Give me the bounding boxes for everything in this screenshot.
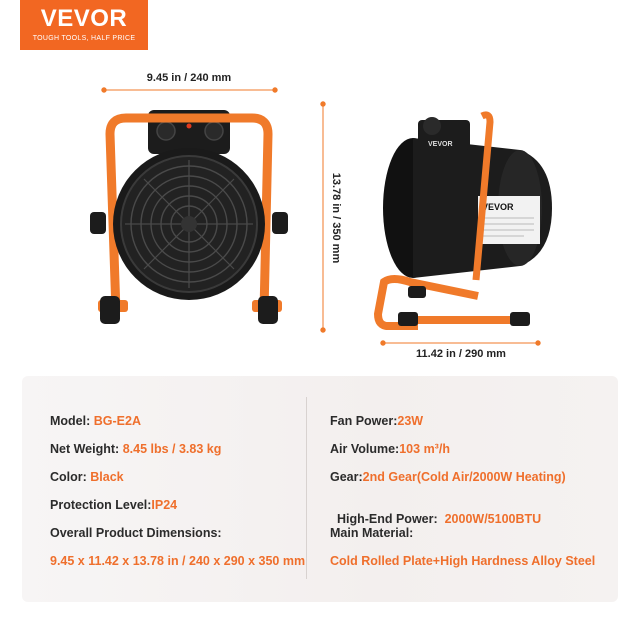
spec-overall-dimensions-value: 9.45 x 11.42 x 13.78 in / 240 x 290 x 350 mm <box>50 554 306 568</box>
spec-main-material-value: Cold Rolled Plate+High Hardness Alloy Steel <box>330 554 596 568</box>
spec-air-volume: Air Volume:103 m³/h <box>330 442 450 456</box>
spec-net-weight: Net Weight: 8.45 lbs / 3.83 kg <box>50 442 222 456</box>
spec-protection-level: Protection Level:IP24 <box>50 498 178 512</box>
depth-dimension-label: 11.42 in / 290 mm <box>416 348 506 360</box>
logo-brand: VEVOR <box>40 5 128 32</box>
spec-fan-power: Fan Power:23W <box>330 414 424 428</box>
spec-model: Model: BG-E2A <box>50 414 141 428</box>
spec-high-end-power: High-End Power: 2000W/5100BTU <box>336 512 542 526</box>
spec-main-material: Main Material: <box>330 526 414 540</box>
spec-overall-dimensions: Overall Product Dimensions: <box>50 526 222 540</box>
side-body-label: VEVOR <box>428 141 453 148</box>
spec-color: Color: Black <box>50 470 124 484</box>
specifications-divider <box>306 397 307 579</box>
specifications-panel <box>22 376 618 602</box>
product-body-label: VEVOR <box>482 202 514 212</box>
spec-gear: Gear:2nd Gear(Cold Air/2000W Heating) <box>330 470 566 484</box>
height-dimension-label: 13.78 in / 350 mm <box>330 172 342 264</box>
width-dimension-label: 9.45 in / 240 mm <box>146 72 232 84</box>
logo-tagline: TOUGH TOOLS, HALF PRICE <box>32 35 136 42</box>
